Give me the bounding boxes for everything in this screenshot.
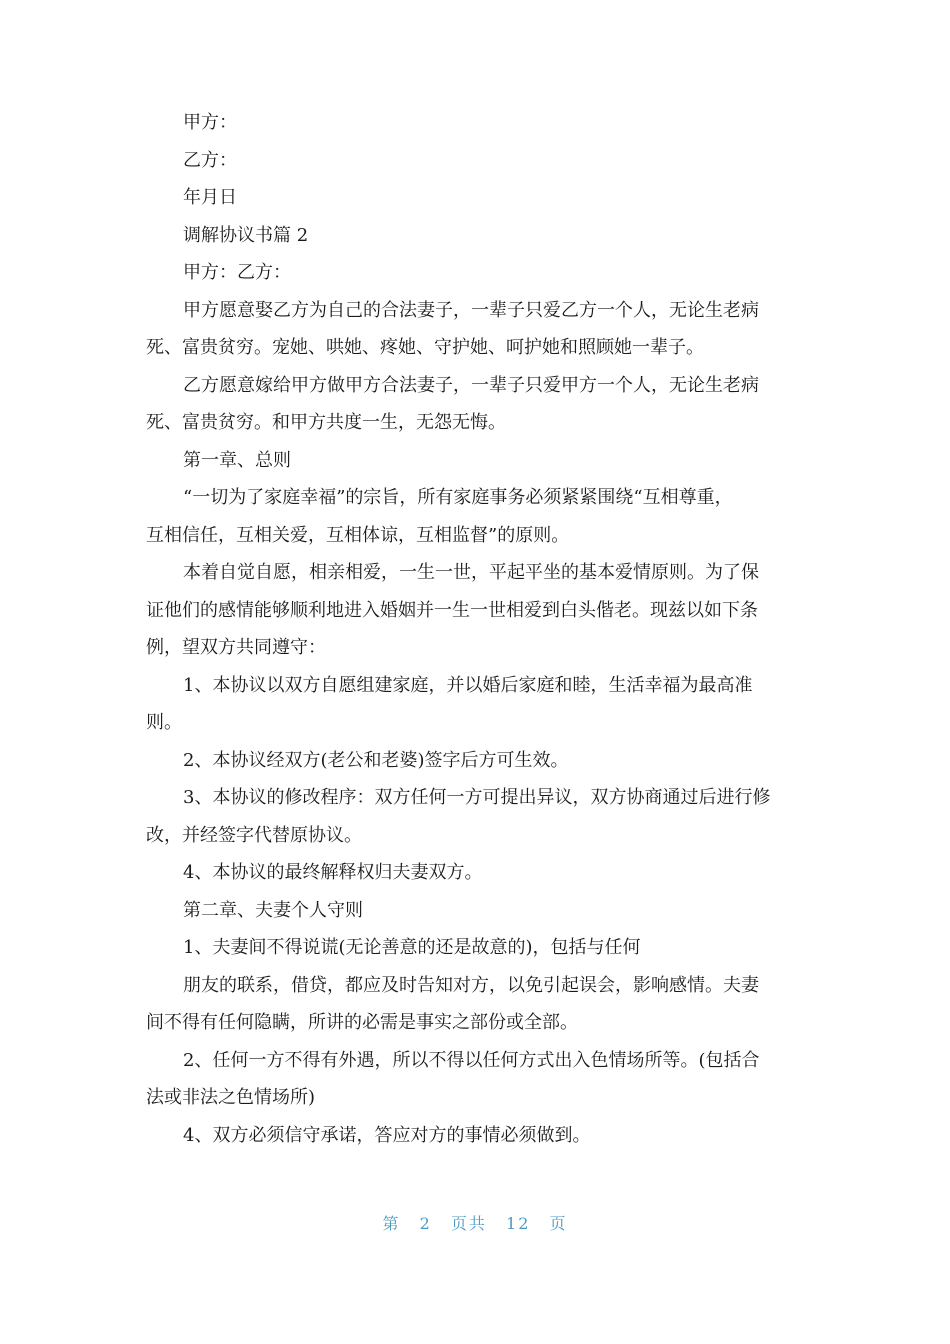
footer-total-pages: 12 [506, 1214, 531, 1233]
clause-line: 4、本协议的最终解释权归夫妻双方。 [183, 862, 483, 883]
clause-line: 法或非法之色情场所) [146, 1087, 316, 1108]
paragraph-line: 死、富贵贫穷。宠她、哄她、疼她、守护她、呵护她和照顾她一辈子。 [146, 337, 704, 358]
clause-line: 4、双方必须信守承诺，答应对方的事情必须做到。 [183, 1124, 591, 1146]
footer-label-end: 页 [549, 1214, 568, 1233]
section-title: 调解协议书篇 2 [183, 224, 309, 246]
paragraph-line: 例，望双方共同遵守： [146, 637, 326, 658]
clause-line: 改，并经签字代替原协议。 [146, 824, 362, 846]
chapter-heading: 第一章、总则 [183, 449, 291, 471]
clause-line: 间不得有任何隐瞒，所讲的必需是事实之部份或全部。 [146, 1012, 578, 1033]
footer-current-page: 2 [419, 1214, 432, 1233]
footer-label-mid: 页共 [450, 1214, 487, 1233]
clause-line: 则。 [146, 712, 182, 733]
parties-line: 甲方：乙方： [183, 262, 291, 283]
paragraph-line: 死、富贵贫穷。和甲方共度一生，无怨无悔。 [146, 412, 506, 433]
paragraph-line: 证他们的感情能够顺利地进入婚姻并一生一世相爱到白头偕老。现兹以如下条 [146, 599, 758, 621]
paragraph-line: 互相信任，互相关爱，互相体谅，互相监督”的原则。 [146, 524, 570, 546]
footer-label-page: 第 [382, 1214, 401, 1233]
clause-line: 2、任何一方不得有外遇，所以不得以任何方式出入色情场所等。(包括合 [183, 1049, 760, 1071]
clause-line: 2、本协议经双方(老公和老婆)签字后方可生效。 [183, 749, 569, 771]
clause-line: 1、本协议以双方自愿组建家庭，并以婚后家庭和睦，生活幸福为最高准 [183, 674, 753, 696]
paragraph-line: 本着自觉自愿，相亲相爱，一生一世，平起平坐的基本爱情原则。为了保 [183, 562, 759, 583]
line-yifang: 乙方： [183, 149, 237, 171]
document-body [146, 104, 806, 1154]
clause-line: 1、夫妻间不得说谎(无论善意的还是故意的)，包括与任何 [183, 937, 641, 958]
clause-line: 朋友的联系，借贷，都应及时告知对方，以免引起误会，影响感情。夫妻 [183, 974, 759, 996]
line-jiafang: 甲方： [183, 112, 237, 133]
paragraph-line: 乙方愿意嫁给甲方做甲方合法妻子，一辈子只爱甲方一个人，无论生老病 [183, 374, 759, 396]
clause-line: 3、本协议的修改程序：双方任何一方可提出异议，双方协商通过后进行修 [183, 787, 771, 808]
page-footer [0, 1211, 950, 1234]
paragraph-line: 甲方愿意娶乙方为自己的合法妻子，一辈子只爱乙方一个人，无论生老病 [183, 299, 759, 321]
paragraph-line: “一切为了家庭幸福”的宗旨，所有家庭事务必须紧紧围绕“互相尊重， [183, 487, 733, 508]
line-date: 年月日 [183, 187, 237, 208]
chapter-heading: 第二章、夫妻个人守则 [183, 899, 363, 921]
